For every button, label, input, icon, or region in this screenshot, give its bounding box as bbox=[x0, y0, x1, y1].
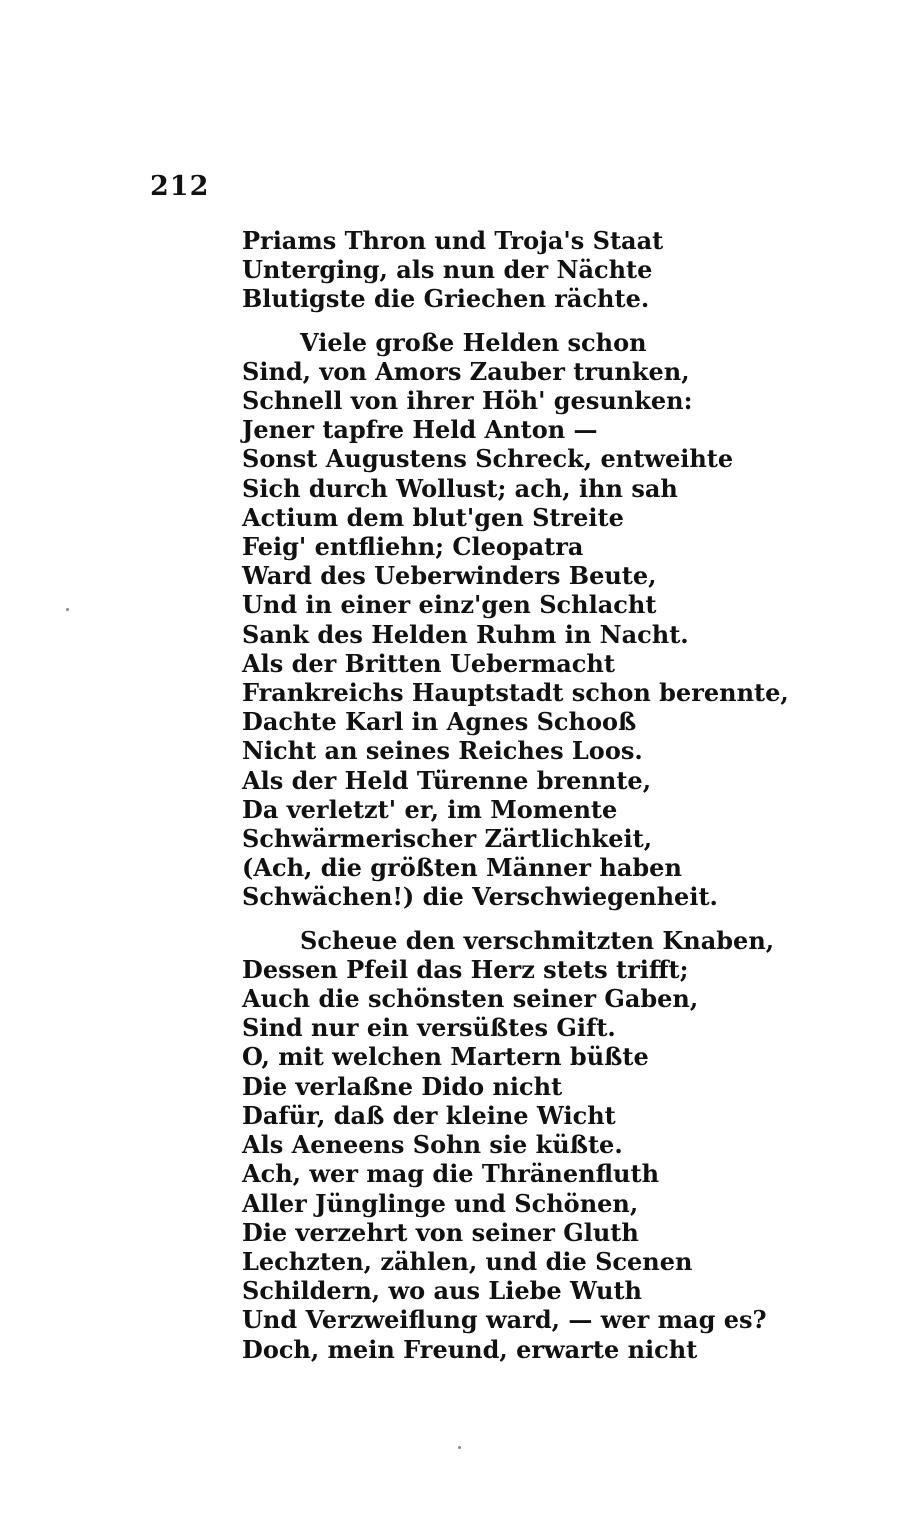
poem-line: Actium dem blut'gen Streite bbox=[242, 502, 624, 532]
poem-line: Sind nur ein versüßtes Gift. bbox=[242, 1013, 616, 1043]
paper-speck bbox=[458, 1446, 461, 1449]
poem-line: Unterging, als nun der Nächte bbox=[242, 255, 653, 285]
poem-line: Frankreichs Hauptstadt schon berennte, bbox=[242, 678, 789, 708]
poem-line: Lechzten, zählen, und die Scenen bbox=[242, 1246, 693, 1276]
stanza-spacer bbox=[242, 314, 742, 328]
poem-line: Schildern, wo aus Liebe Wuth bbox=[242, 1276, 643, 1306]
poem-line: Priams Thron und Troja's Staat bbox=[242, 226, 664, 255]
poem-line: Sank des Helden Ruhm in Nacht. bbox=[242, 619, 689, 649]
poem-line: (Ach, die größten Männer haben bbox=[242, 853, 682, 883]
poem-line: Dafür, daß der kleine Wicht bbox=[242, 1100, 616, 1130]
poem-line: Dessen Pfeil das Herz stets trifft; bbox=[242, 954, 689, 984]
poem-line: Schnell von ihrer Höh' gesunken: bbox=[242, 386, 693, 416]
poem-line: Dachte Karl in Agnes Schooß bbox=[242, 707, 637, 737]
poem-line: Scheue den verschmitzten Knaben, bbox=[300, 925, 775, 955]
paper-speck bbox=[66, 608, 69, 611]
poem-line: Viele große Helden schon bbox=[300, 327, 647, 357]
poem-line: Da verletzt' er, im Momente bbox=[242, 794, 618, 824]
poem-line: Auch die schönsten seiner Gaben, bbox=[242, 984, 699, 1014]
poem-line: Ward des Ueberwinders Beute, bbox=[242, 561, 657, 591]
poem-line: Schwächen!) die Verschwiegenheit. bbox=[242, 882, 718, 912]
poem-line: Feig' entfliehn; Cleopatra bbox=[242, 532, 584, 562]
poem-line: Nicht an seines Reiches Loos. bbox=[242, 736, 643, 766]
stanza-2 bbox=[242, 327, 789, 912]
poem-line: Ach, wer mag die Thränenfluth bbox=[242, 1159, 660, 1189]
stanza-3 bbox=[242, 925, 775, 1364]
poem-line: Als Aeneens Sohn sie küßte. bbox=[242, 1130, 623, 1160]
poem-line: Und in einer einz'gen Schlacht bbox=[242, 590, 657, 620]
poem-line: Sich durch Wollust; ach, ihn sah bbox=[242, 473, 678, 503]
poem-line: O, mit welchen Martern büßte bbox=[242, 1042, 649, 1072]
poem-line: Schwärmerischer Zärtlichkeit, bbox=[242, 824, 653, 854]
poem-line: Jener tapfre Held Anton — bbox=[242, 415, 598, 445]
poem-line: Als der Britten Uebermacht bbox=[242, 648, 615, 678]
poem-text bbox=[242, 226, 789, 1364]
stanza-spacer bbox=[242, 912, 742, 926]
stanza-1 bbox=[242, 226, 742, 314]
poem-line: Doch, mein Freund, erwarte nicht bbox=[242, 1334, 698, 1364]
poem-line: Als der Held Türenne brennte, bbox=[242, 765, 652, 795]
poem-line: Die verlaßne Dido nicht bbox=[242, 1071, 563, 1101]
poem-line: Sonst Augustens Schreck, entweihte bbox=[242, 444, 734, 474]
page-number: 212 bbox=[150, 171, 210, 202]
poem-line: Sind, von Amors Zauber trunken, bbox=[242, 356, 690, 386]
poem-line: Und Verzweiflung ward, — wer mag es? bbox=[242, 1305, 767, 1335]
poem-line: Aller Jünglinge und Schönen, bbox=[242, 1188, 639, 1218]
poem-line: Blutigste die Griechen rächte. bbox=[242, 284, 650, 314]
poem-line: Die verzehrt von seiner Gluth bbox=[242, 1217, 639, 1247]
